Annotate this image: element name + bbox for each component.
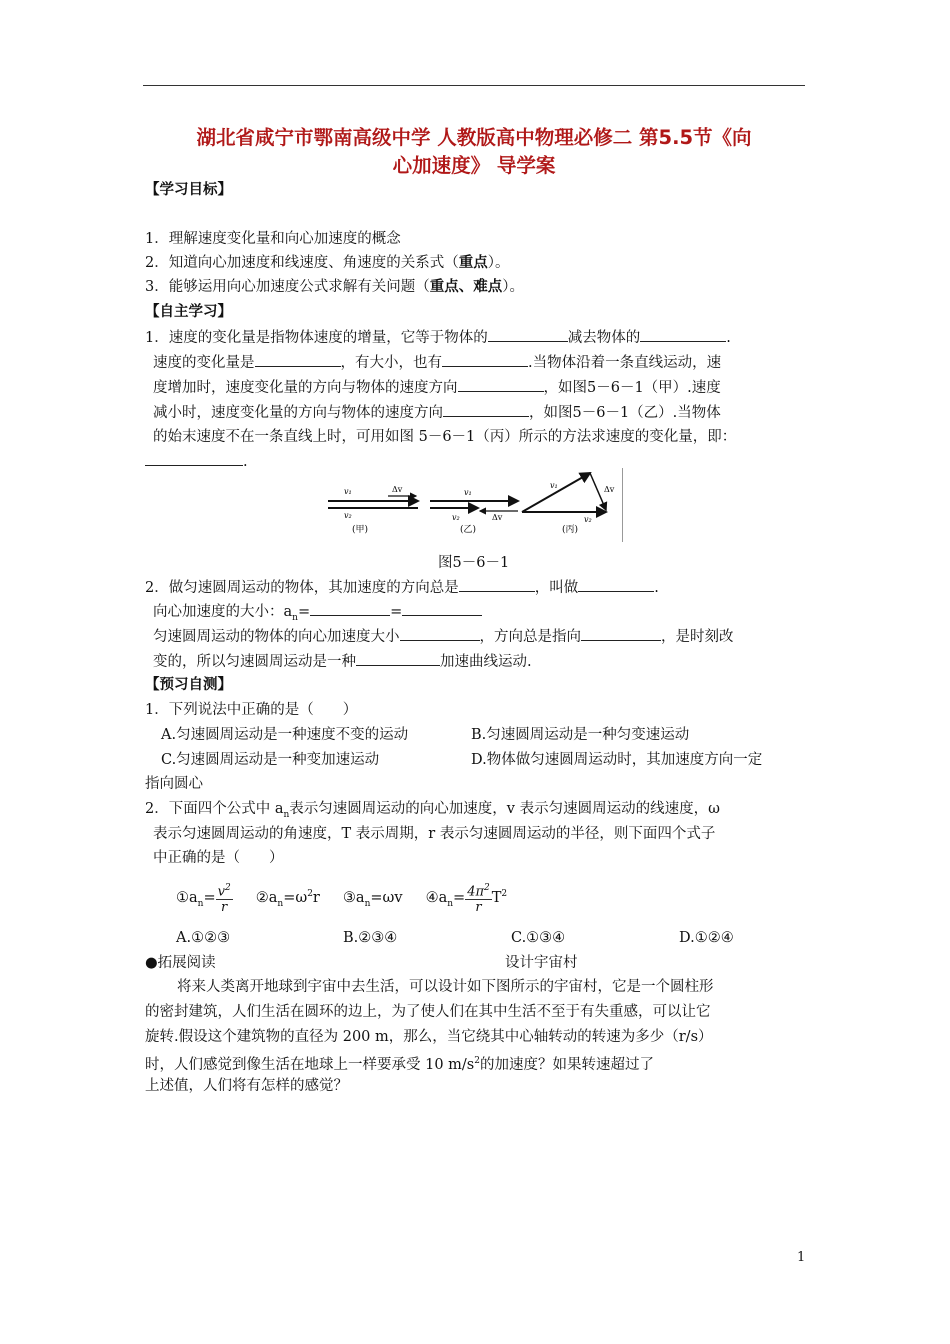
- test-q1-option-b: B.匀速圆周运动是一种匀变速运动: [471, 727, 690, 743]
- goal-3: 3．能够运用向心加速度公式求解有关问题（重点、难点）。: [145, 279, 524, 295]
- fig-label-bing: (丙): [562, 525, 579, 535]
- test-q1: 1．下列说法中正确的是（ ）: [145, 702, 358, 718]
- study-line-4: 减小时，速度变化量的方向与物体的速度方向 ，如图5－6－1（乙）.当物体: [153, 402, 721, 423]
- formula-1: $①a_n=$ $\frac{v^2}{r}$: [176, 882, 231, 915]
- fig-label-dv-c: Δv: [604, 485, 615, 494]
- test-q2-line-2: 表示匀速圆周运动的角速度，T 表示周期，r 表示匀速圆周运动的半径，则下面四个式子: [153, 826, 716, 842]
- test-q2-line-3: 中正确的是（ ）: [153, 850, 284, 866]
- study-line-6: .: [145, 451, 248, 472]
- formula-3: $③a_n=\omega v$: [342, 889, 403, 909]
- section-goals: 【学习目标】: [145, 182, 232, 198]
- test-q2-line-1: 2．下面四个公式中 $a_n$表示匀速圆周运动的向心加速度，v 表示匀速圆周运动的线速度，ω: [145, 801, 720, 820]
- test-q2-option-d: D.①②④: [679, 930, 734, 946]
- reading-para-3: 旋转.假设这个建筑物的直径为 200 m，那么，当它绕其中心轴转动的转速为多少（r/s）: [145, 1029, 713, 1045]
- title-line-2: 心加速度》 导学案: [392, 154, 556, 177]
- section-self-test: 【预习自测】: [145, 677, 232, 693]
- study-q2-line-3: 匀速圆周运动的物体的向心加速度大小 ，方向总是指向 ，是时刻改: [153, 626, 734, 647]
- reading-para-2: 的密封建筑，人们生活在圆环的边上，为了使人们在其中生活不至于有失重感，可以让它: [145, 1004, 711, 1020]
- fig-label-v2-a: v₂: [344, 511, 352, 520]
- page-title: [143, 124, 805, 180]
- goal-1: 1．理解速度变化量和向心加速度的概念: [145, 231, 401, 247]
- test-q2-option-a: A.①②③: [176, 930, 231, 946]
- header-rule: [143, 85, 805, 86]
- velocity-vector-diagram: [322, 468, 622, 542]
- reading-para-4: 时，人们感觉到像生活在地球上一样要承受 10 $m/s^2$的加速度？如果转速超过了: [145, 1056, 654, 1073]
- test-q1-option-a: A.匀速圆周运动是一种速度不变的运动: [161, 727, 409, 743]
- fig-label-v1-b: v₁: [464, 488, 472, 497]
- fig-label-jia: (甲): [352, 525, 369, 535]
- goal-2: 2．知道向心加速度和线速度、角速度的关系式（重点）。: [145, 255, 510, 271]
- study-line-3: 度增加时，速度变化量的方向与物体的速度方向 ，如图5－6－1（甲）.速度: [153, 377, 721, 398]
- study-line-2: 速度的变化量是 ，有大小，也有 .当物体沿着一条直线运动，速: [153, 352, 721, 373]
- fig-label-v1-c: v₁: [550, 481, 558, 490]
- velocity-change-figure: [322, 468, 623, 542]
- figure-caption: 图5－6－1: [438, 555, 510, 571]
- fig-label-dv-b: Δv: [492, 513, 503, 522]
- section-reading: ●拓展阅读: [145, 955, 216, 971]
- study-line-5: 的始末速度不在一条直线上时，可用如图 5－6－1（丙）所示的方法求速度的变化量，即：: [153, 429, 737, 445]
- test-q1-option-c: C.匀速圆周运动是一种变加速运动: [161, 752, 380, 768]
- reading-heading: 设计宇宙村: [505, 955, 578, 971]
- title-line-1: 湖北省咸宁市鄂南高级中学 人教版高中物理必修二 第5.5节《向: [196, 126, 752, 149]
- fig-label-yi: (乙): [460, 525, 477, 535]
- study-q2-line-4: 变的，所以匀速圆周运动是一种 加速曲线运动.: [153, 651, 532, 672]
- test-q1-option-d-cont: 指向圆心: [145, 776, 203, 792]
- fig-label-v2-b: v₂: [452, 513, 460, 522]
- formula-2: $②a_n=\omega^2r$: [255, 889, 320, 909]
- page-number: 1: [797, 1250, 806, 1265]
- section-self-study: 【自主学习】: [145, 304, 232, 320]
- fig-label-dv-a: Δv: [392, 485, 403, 494]
- reading-para-5: 上述值，人们将有怎样的感觉？: [145, 1078, 348, 1094]
- fig-label-v1-a: v₁: [344, 487, 352, 496]
- test-q1-option-d: D.物体做匀速圆周运动时，其加速度方向一定: [471, 752, 763, 768]
- study-q2-line-2: 向心加速度的大小：$a_n=$ =: [153, 601, 482, 628]
- study-line-1: 1．速度的变化量是指物体速度的增量，它等于物体的 减去物体的 .: [145, 327, 731, 348]
- reading-para-1: 将来人类离开地球到宇宙中去生活，可以设计如下图所示的宇宙村，它是一个圆柱形: [177, 979, 714, 995]
- formula-4: $④a_n=$ $\frac{4\pi^2}{r}$ $T^2$: [425, 882, 508, 915]
- test-q2-option-b: B.②③④: [343, 930, 398, 946]
- fig-label-v2-c: v₂: [584, 515, 592, 524]
- study-q2-line-1: 2．做匀速圆周运动的物体，其加速度的方向总是 ，叫做 .: [145, 577, 659, 598]
- test-q2-option-c: C.①③④: [511, 930, 566, 946]
- test-q2-formulas: [176, 874, 507, 924]
